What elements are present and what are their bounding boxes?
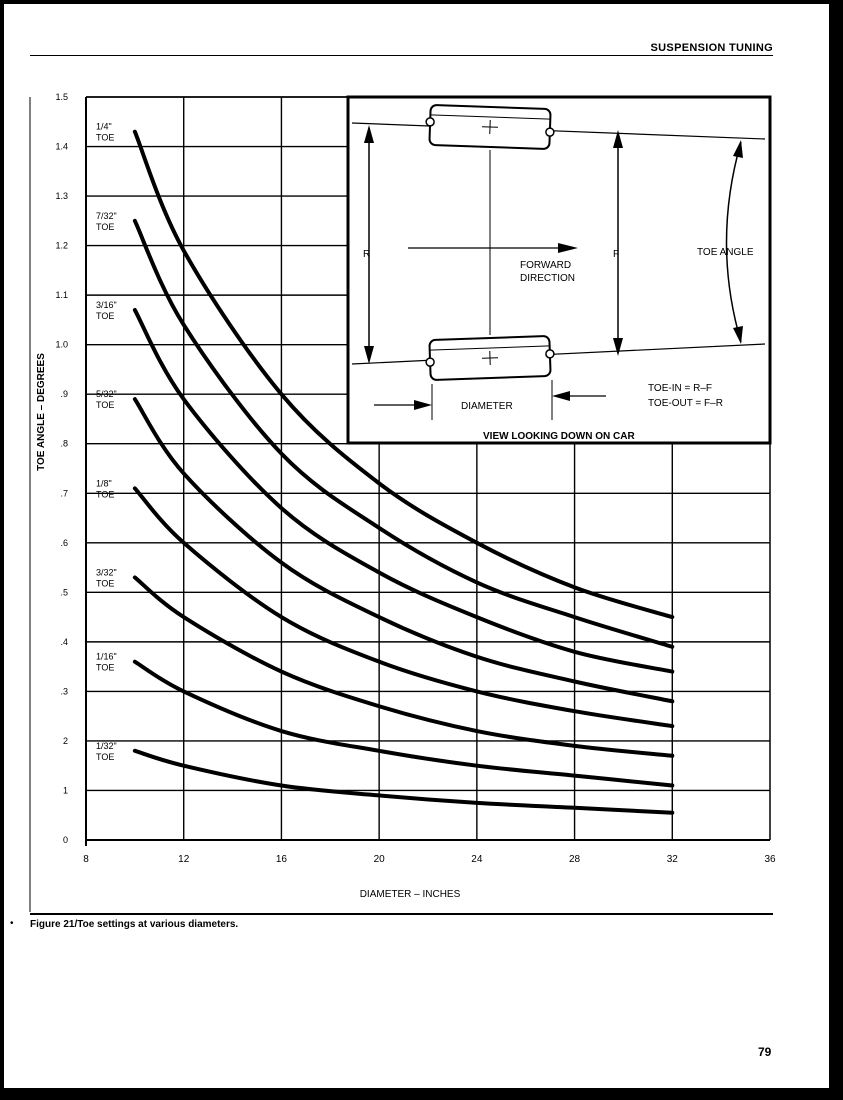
wheel-top-hub-right bbox=[546, 128, 554, 136]
y-tick-label-0: 0 bbox=[62, 835, 68, 845]
y-tick-label-9: .9 bbox=[60, 389, 68, 400]
front-wheel-bottom bbox=[425, 336, 554, 380]
series-label-7-toe: TOE bbox=[96, 751, 115, 762]
series-label-3-toe: TOE bbox=[96, 400, 115, 411]
series-label-6-toe: TOE bbox=[96, 662, 115, 673]
y-tick-label-1: 1 bbox=[62, 785, 68, 796]
series-label-0-size: 1/4" bbox=[96, 121, 112, 132]
x-tick-label-20: 20 bbox=[373, 854, 385, 865]
inset-forward-line2: DIRECTION bbox=[520, 273, 575, 284]
front-wheel-top bbox=[425, 105, 554, 149]
figure-caption: Figure 21/Toe settings at various diameters. bbox=[30, 919, 239, 930]
y-axis-title: TOE ANGLE – DEGREES bbox=[36, 353, 47, 471]
series-label-5-size: 3/32" bbox=[96, 567, 117, 578]
inset-toe-in-formula: TOE-IN = R–F bbox=[648, 383, 712, 394]
series-label-5-toe: TOE bbox=[96, 578, 115, 589]
inset-toe-out-formula: TOE-OUT = F–R bbox=[648, 398, 723, 409]
y-tick-label-15: 1.5 bbox=[55, 92, 68, 102]
y-tick-label-7: .7 bbox=[60, 488, 68, 499]
toe-curve-5 bbox=[135, 577, 672, 755]
series-label-6-size: 1/16" bbox=[96, 651, 117, 662]
y-tick-label-2: 2 bbox=[62, 735, 68, 746]
series-label-4-size: 1/8" bbox=[96, 478, 112, 489]
y-tick-label-14: 1.4 bbox=[55, 141, 68, 152]
x-tick-label-32: 32 bbox=[666, 854, 678, 865]
inset-label-f: F bbox=[613, 249, 620, 260]
section-title: SUSPENSION TUNING bbox=[650, 42, 773, 54]
y-tick-label-5: .5 bbox=[60, 587, 68, 598]
toe-curve-4 bbox=[135, 488, 672, 726]
footer-rule bbox=[30, 913, 773, 915]
series-label-2-toe: TOE bbox=[96, 310, 115, 321]
caption-bullet: • bbox=[10, 918, 14, 929]
series-label-3-size: 5/32" bbox=[96, 389, 117, 400]
series-label-2-size: 3/16" bbox=[96, 299, 117, 310]
x-tick-label-24: 24 bbox=[471, 854, 483, 865]
inset-forward-line1: FORWARD bbox=[520, 260, 572, 271]
series-label-0-toe: TOE bbox=[96, 132, 115, 143]
y-tick-label-13: 1.3 bbox=[55, 191, 68, 202]
x-axis-title: DIAMETER – INCHES bbox=[359, 889, 461, 900]
series-label-7-size: 1/32" bbox=[96, 740, 117, 751]
wheel-bottom-hub-left bbox=[426, 358, 434, 366]
y-tick-label-6: .6 bbox=[60, 537, 68, 548]
x-tick-label-28: 28 bbox=[569, 854, 581, 865]
y-tick-label-3: .3 bbox=[60, 686, 68, 697]
page-number: 79 bbox=[758, 1045, 772, 1059]
inset-caption: VIEW LOOKING DOWN ON CAR bbox=[483, 431, 635, 442]
inset-diagram bbox=[348, 97, 770, 443]
series-label-1-toe: TOE bbox=[96, 221, 115, 232]
wheel-top-hub-left bbox=[426, 118, 434, 126]
y-tick-label-12: 1.2 bbox=[55, 240, 68, 251]
y-tick-label-4: .4 bbox=[60, 636, 68, 647]
series-label-1-size: 7/32" bbox=[96, 210, 117, 221]
toe-curve-7 bbox=[135, 751, 672, 813]
inset-label-r: R bbox=[363, 249, 371, 260]
x-tick-label-36: 36 bbox=[764, 854, 776, 865]
toe-curve-6 bbox=[135, 662, 672, 786]
y-tick-label-10: 1.0 bbox=[55, 339, 68, 350]
y-tick-label-8: .8 bbox=[60, 438, 68, 449]
wheel-bottom-hub-right bbox=[546, 350, 554, 358]
y-tick-label-11: 1.1 bbox=[55, 290, 68, 301]
x-tick-label-16: 16 bbox=[275, 854, 287, 865]
x-tick-label-12: 12 bbox=[178, 854, 190, 865]
series-label-4-toe: TOE bbox=[96, 489, 115, 500]
inset-toe-angle-label: TOE ANGLE bbox=[697, 247, 754, 258]
x-tick-label-8: 8 bbox=[83, 854, 89, 865]
inset-diameter-label: DIAMETER bbox=[461, 401, 513, 412]
